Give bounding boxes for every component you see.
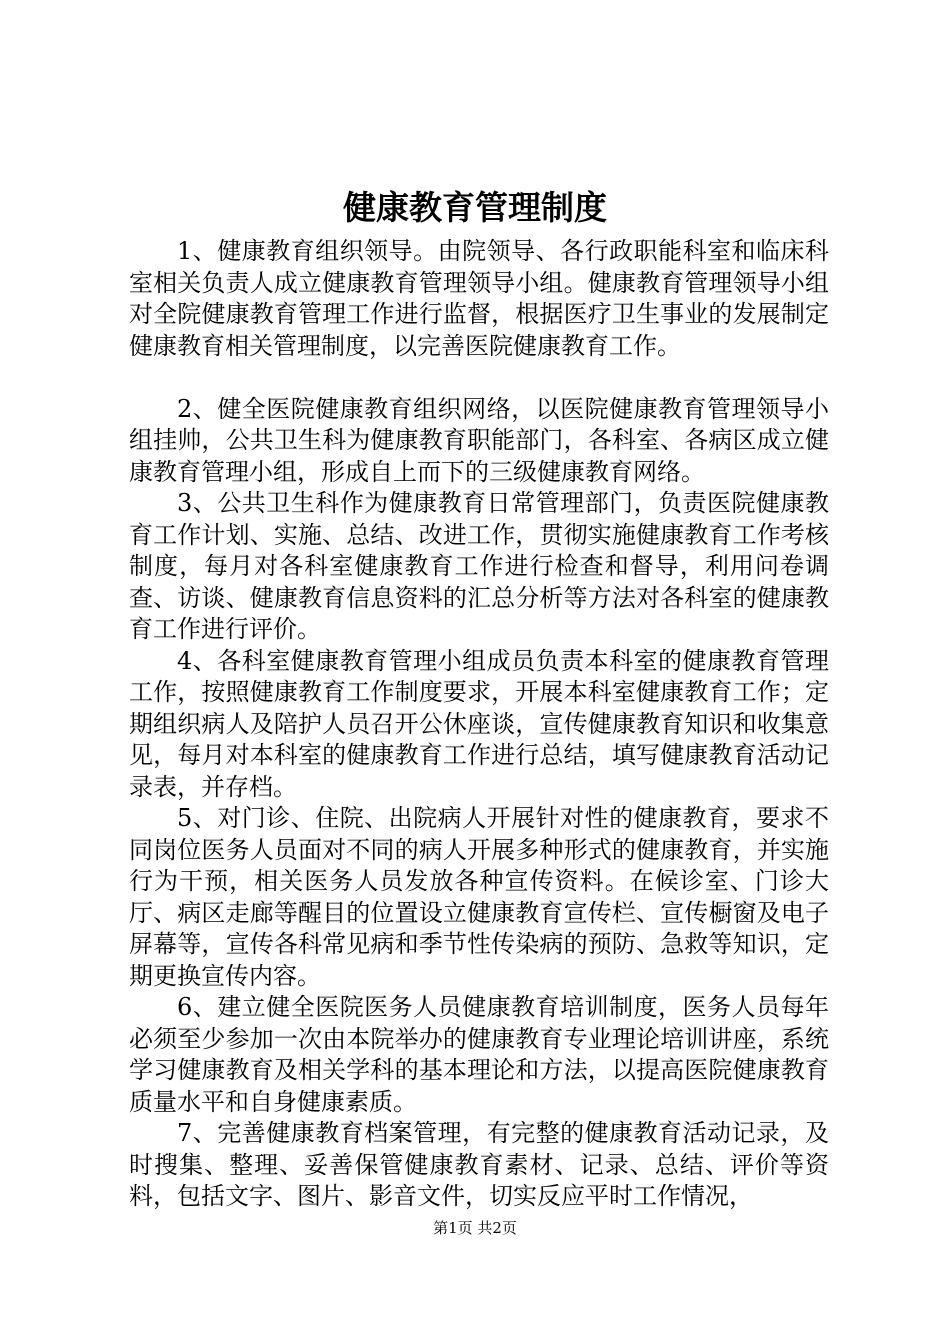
paragraph-2: 2、健全医院健康教育组织网络，以医院健康教育管理领导小组挂帅，公共卫生科为健康教育职能部门，各科室、各病区成立健康教育管理小组，形成自上而下的三级健康教育网络。 [129,394,829,486]
paragraph-1: 1、健康教育组织领导。由院领导、各行政职能科室和临床科室相关负责人成立健康教育管理领导小组。健康教育管理领导小组对全院健康教育管理工作进行监督，根据医疗卫生事业的发展制定健康教育相关管理制度，以完善医院健康教育工作。 [129,237,829,360]
paragraph-6: 6、建立健全医院医务人员健康教育培训制度，医务人员每年必须至少参加一次由本院举办的健康教育专业理论培训讲座，系统学习健康教育及相关学科的基本理论和方法，以提高医院健康教育质量水平和自身健康素质。 [129,993,829,1116]
paragraph-5: 5、对门诊、住院、出院病人开展针对性的健康教育，要求不同岗位医务人员面对不同的病人开展多种形式的健康教育，并实施行为干预，相关医务人员发放各种宣传资料。在候诊室、门诊大厅、病区走廊等醒目的位置设立健康教育宣传栏、宣传橱窗及电子屏幕等，宣传各科常见病和季节性传染病的预防、急救等知识，定期更换宣传内容。 [129,804,829,990]
document-body [129,236,829,1213]
paragraph-7: 7、完善健康教育档案管理，有完整的健康教育活动记录，及时搜集、整理、妥善保管健康教育素材、记录、总结、评价等资料，包括文字、图片、影音文件，切实反应平时工作情况， [129,1119,829,1210]
page-footer: 第1页 共2页 [433,1219,517,1237]
paragraph-3: 3、公共卫生科作为健康教育日常管理部门，负责医院健康教育工作计划、实施、总结、改进工作，贯彻实施健康教育工作考核制度，每月对各科室健康教育工作进行检查和督导，利用问卷调查、访谈、健康教育信息资料的汇总分析等方法对各科室的健康教育工作进行评价。 [129,489,829,643]
paragraph-4: 4、各科室健康教育管理小组成员负责本科室的健康教育管理工作，按照健康教育工作制度要求，开展本科室健康教育工作；定期组织病人及陪护人员召开公休座谈，宣传健康教育知识和收集意见，每月对本科室的健康教育工作进行总结，填写健康教育活动记录表，并存档。 [129,646,829,801]
document-title: 健康教育管理制度 [343,188,607,227]
